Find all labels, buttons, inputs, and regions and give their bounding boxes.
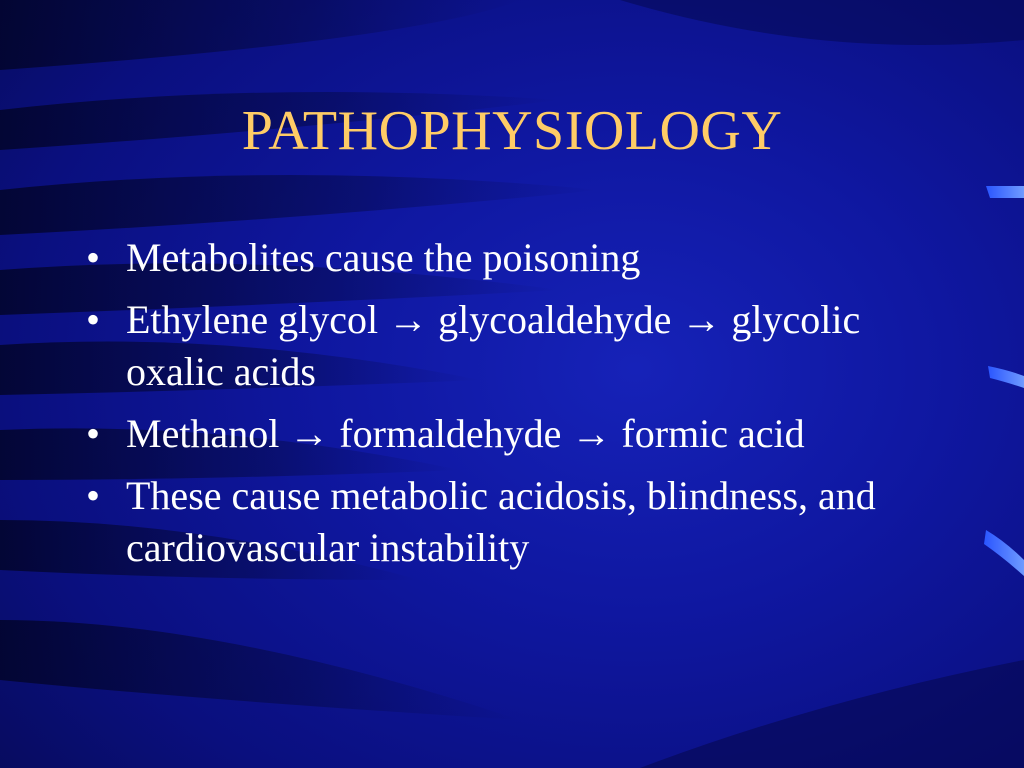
swoosh-8 <box>0 620 520 720</box>
bullet-item <box>86 470 946 574</box>
bullet-marker: • <box>86 411 101 456</box>
bullet-marker: • <box>86 235 101 280</box>
accent-stripe-1 <box>986 186 1024 198</box>
accent-stripe-2 <box>988 366 1024 388</box>
bullet-text: Metabolites cause the poisoning <box>126 235 641 280</box>
swoosh-1 <box>0 0 520 70</box>
bullet-text: These cause metabolic acidosis, blindness, and cardiovascular instability <box>126 473 876 570</box>
bullet-item <box>86 408 946 460</box>
bullet-item <box>86 294 946 398</box>
swoosh-3 <box>0 175 600 235</box>
bullet-marker: • <box>86 297 101 342</box>
bullet-list <box>86 232 946 584</box>
bullet-text: Ethylene glycol → glycoaldehyde → glycolic oxalic acids <box>126 297 861 394</box>
bullet-marker: • <box>86 473 101 518</box>
accent-stripe-3 <box>984 530 1024 576</box>
swoosh-right-1 <box>620 0 1024 45</box>
swoosh-right-2 <box>640 660 1024 768</box>
bullet-item <box>86 232 946 284</box>
slide-title: PATHOPHYSIOLOGY <box>241 100 783 162</box>
bullet-text: Methanol → formaldehyde → formic acid <box>126 411 805 456</box>
